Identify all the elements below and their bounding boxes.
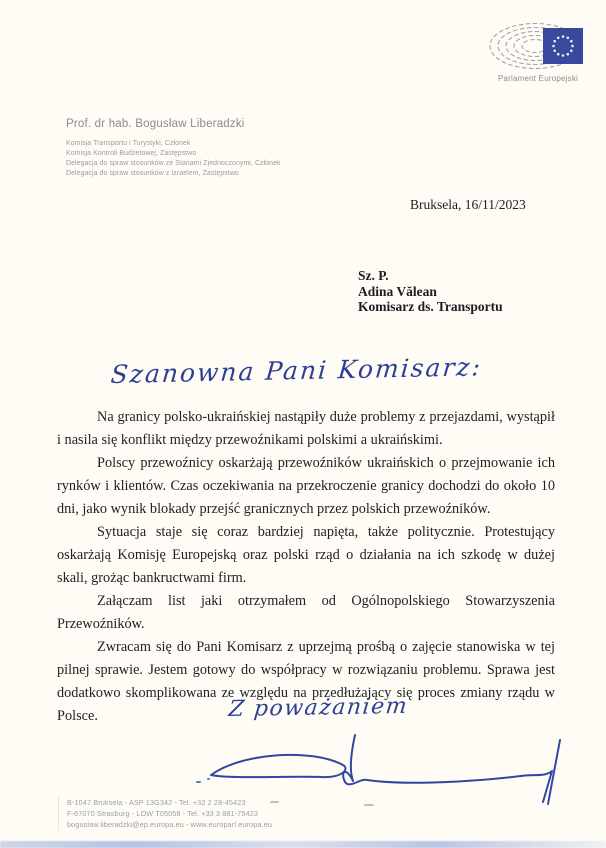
footer-address-strasbourg: F-67070 Strasburg - LOW T05058 - Tel. +33 3 881-75423 bbox=[67, 809, 259, 818]
ink-speck bbox=[196, 781, 201, 783]
paragraph: Sytuacja staje się coraz bardziej napięta, także politycznie. Protestujący oskarżają Komisję Europejską oraz polski rząd o działania na ich szkodę w dużej skali, grożąc bankructwami firm. bbox=[57, 524, 555, 586]
recipient-name: Adina Vălean bbox=[358, 283, 437, 299]
sender-block bbox=[66, 118, 281, 179]
eu-parliament-logo bbox=[487, 20, 589, 90]
paragraph: Na granicy polsko-ukraińskiej nastąpiły duże problemy z przejazdami, wystąpił i nasila się konflikt między przewoźnikami polskimi a ukraińskimi. bbox=[57, 409, 555, 448]
sender-role: Komisja Transportu i Turystyki, Członek bbox=[66, 140, 191, 147]
handwritten-salutation: Szanowna Pani Komisarz: bbox=[109, 352, 484, 390]
footer-address-brussels: B-1047 Bruksela - ASP 13G342 - Tel. +32 2 28-45423 bbox=[67, 798, 246, 807]
paragraph: Zwracam się do Pani Komisarz z uprzejmą prośbą o zajęcie stanowiska w tej pilnej sprawie. Jestem gotowy do współpracy w rozwiązaniu problemu. Sprawa jest dodatkowo skomplikowana ze względu na przedłużający się proces zmiany rządu w Polsce. bbox=[57, 639, 555, 724]
recipient-title: Komisarz ds. Transportu bbox=[358, 299, 503, 314]
ink-speck bbox=[207, 778, 210, 780]
recipient-block bbox=[358, 268, 503, 315]
dateline: Bruksela, 16/11/2023 bbox=[410, 197, 526, 212]
letter-body bbox=[57, 406, 555, 728]
sender-role: Komisja Kontroli Budżetowej, Zastępstwo bbox=[66, 150, 197, 157]
scan-edge-streak bbox=[0, 841, 606, 848]
scan-artifact bbox=[364, 804, 374, 806]
hemicycle-icon bbox=[487, 20, 589, 72]
sender-role: Delegacja do spraw stosunków z Izraelem, Zastępstwo bbox=[66, 170, 239, 177]
paragraph: Załączam list jaki otrzymałem od Ogólnopolskiego Stowarzyszenia Przewoźników. bbox=[57, 593, 555, 632]
sender-role: Delegacja do spraw stosunków ze Stanami Zjednoczonymi, Członek bbox=[66, 160, 281, 167]
recipient-salutation-abbrev: Sz. P. bbox=[358, 268, 389, 283]
eu-flag-icon bbox=[543, 28, 583, 64]
handwritten-valediction: Z poważaniem bbox=[227, 693, 410, 723]
sender-name: Prof. dr hab. Bogusław Liberadzki bbox=[66, 118, 245, 130]
footer-contact-block bbox=[58, 797, 272, 830]
logo-caption: Parlament Europejski bbox=[497, 74, 579, 83]
paragraph: Polscy przewoźnicy oskarżają przewoźników ukraińskich o przejmowanie ich rynków i klientów. Czas oczekiwania na przekroczenie granicy dochodzi do około 10 dni, jako wynik blokady przejść granicznych przez polskich przewoźników. bbox=[57, 455, 555, 517]
footer-email-web: boguslaw.liberadzki@ep.europa.eu - www.europarl.europa.eu bbox=[67, 820, 272, 829]
